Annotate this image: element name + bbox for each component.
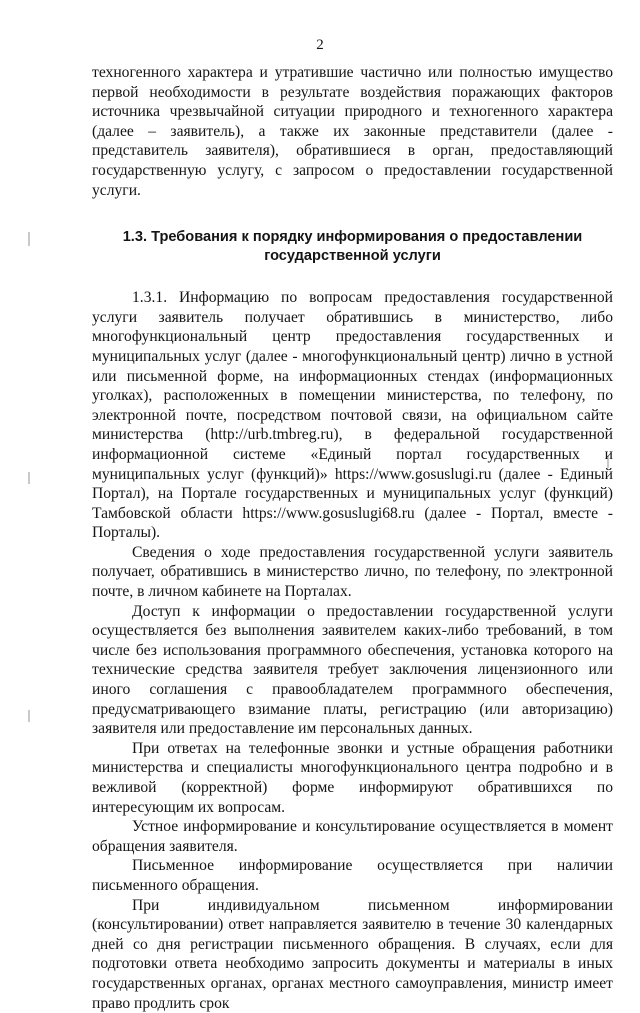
paragraph-written-info: Письменное информирование осуществляется при наличии письменного обращения. [92, 857, 613, 894]
paragraph-status-info: Сведения о ходе предоставления государственной услуги заявитель получает, обратившись в министерство лично, по телефону, по электронной почте, в личном кабинете на Порталах. [92, 543, 613, 601]
paragraph-1-3-1: 1.3.1. Информацию по вопросам предоставления государственной услуги заявитель получает обратившись в министерство, либо многофункциональный центр предоставления государственных и муниципальных услуг (далее - многофункциональный центр) лично в устной или письменной форме, на информационных стендах (информационных уголках), расположенных в помещении министерства, по телефону, по электронной почте, посредством почтовой связи, на официальном сайте министерства (http://urb.tmbreg.ru), в федеральной государственной информационной системе «Единый портал государственных и муниципальных услуг (функций)» https://www.gosuslugi.ru (далее - Единый Портал), на Портале государственных и муниципальных услуг (функций) Тамбовской области https://www.gosuslugi68.ru (далее - Портал, вместе - Порталы). [92, 289, 613, 542]
paragraph-oral-info: Устное информирование и консультирование осуществляется в момент обращения заявителя. [92, 818, 613, 855]
section-heading: 1.3. Требования к порядку информирования о предоставлении государственной услуги [122, 229, 583, 265]
intro-paragraph: техногенного характера и утратившие частично или полностью имущество первой необходимости в результате воздействия поражающих факторов источника чрезвычайной ситуации природного и техногенного характера (далее – заявитель), а также их законные представители (далее - представитель заявителя), обратившиеся в орган, предоставляющий государственную услугу, с запросом о предоставлении государственной услуги. [92, 64, 613, 199]
page-number: 2 [316, 37, 324, 53]
paragraph-individual-written: При индивидуальном письменном информировании (консультировании) ответ направляется заявителю в течение 30 календарных дней со дня регистрации письменного обращения. В случаях, если для подготовки ответа необходимо запросить документы и материалы в иных государственных органах, органах местного самоуправления, министр имеет право продлить срок [92, 896, 613, 1012]
paragraph-phone-answers: При ответах на телефонные звонки и устные обращения работники министерства и специалисты многофункционального центра подробно и в вежливой (корректной) форме информируют обратившихся по интересующим их вопросам. [92, 739, 613, 816]
scan-mark [28, 232, 30, 246]
paragraph-access: Доступ к информации о предоставлении государственной услуги осуществляется без выполнения заявителем каких-либо требований, в том числе без использования программного обеспечения, установка которого на технические средства заявителя требует заключения лицензионного или иного соглашения с правообладателем программного обеспечения, предусматривающего взимание платы, регистрацию (или авторизацию) заявителя или предоставление им персональных данных. [92, 602, 613, 738]
scan-mark [28, 472, 30, 484]
document-body [92, 63, 613, 1013]
scan-mark [28, 710, 30, 722]
